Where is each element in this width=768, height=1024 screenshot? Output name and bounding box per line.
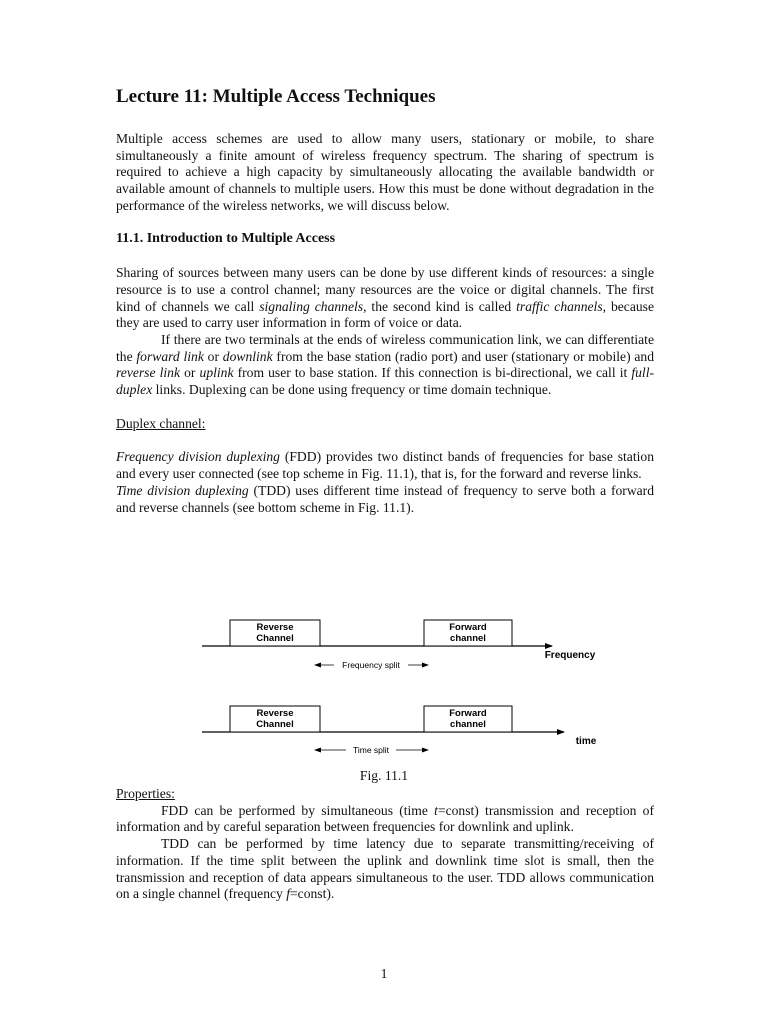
fdd-scheme [202, 620, 596, 671]
tdd-forward-label-1: Forward [449, 708, 487, 719]
fdd-paragraph: Frequency division duplexing (FDD) provides two distinct bands of frequencies for base station and every user connected (see top scheme in Fig. 11.1), that is, for the forward and reverse links. [116, 449, 654, 482]
time-split-label: Time split [352, 745, 390, 755]
tdd-scheme [202, 706, 597, 756]
frequency-split-label: Frequency split [342, 660, 400, 670]
sharing-paragraph: Sharing of sources between many users can be done by use different kinds of resources: a single resource is to use a control channel; many resources are the voice or digital channels. The first kind of channels we call signaling channels, the second kind is called traffic channels, because they are used to carry user information in form of voice or data. [116, 265, 654, 331]
tdd-reverse-label-2: Channel [256, 719, 294, 730]
fdd-reverse-label-1: Reverse [256, 622, 294, 633]
tdd-properties-paragraph: TDD can be performed by time latency due to separate transmitting/receiving of information. If the time split between the uplink and downlink time slot is small, then the transmission and reception of data appears simultaneous to the user. TDD allows communication on a single channel (frequency f=const). [116, 836, 654, 902]
fdd-properties-paragraph: FDD can be performed by simultaneous (time t=const) transmission and reception of information and by careful separation between frequencies for downlink and uplink. [116, 802, 655, 835]
frequency-axis-label: Frequency [544, 650, 596, 661]
terminals-paragraph: If there are two terminals at the ends of wireless communication link, we can differentiate the forward link or downlink from the base station (radio port) and user (stationary or mobile) and reverse link or uplink from user to base station. If this connection is bi-directional, we call it full-duplex links. Duplexing can be done using frequency or time domain technique. [116, 331, 655, 398]
fdd-forward-label-2: channel [450, 633, 486, 644]
tdd-paragraph: Time division duplexing (TDD) uses different time instead of frequency to serve both a forward and reverse channels (see bottom scheme in Fig. 11.1). [116, 482, 654, 515]
fdd-forward-label-1: Forward [449, 622, 487, 633]
page-title: Lecture 11: Multiple Access Techniques [116, 86, 436, 107]
time-axis-label: time [575, 736, 597, 747]
intro-paragraph: Multiple access schemes are used to allow many users, stationary or mobile, to share simultaneously a finite amount of wireless frequency spectrum. The sharing of spectrum is required to achieve a high capacity by simultaneously allocating the available bandwidth or available amount of channels to multiple users. How this must be done without degradation in the performance of the wireless networks, we will discuss below. [116, 130, 654, 213]
figure-caption: Fig. 11.1 [359, 768, 409, 783]
tdd-forward-label-2: channel [450, 719, 486, 730]
document-body [116, 86, 654, 516]
duplex-figure [200, 612, 620, 762]
tdd-reverse-label-1: Reverse [256, 708, 294, 719]
duplex-heading: Duplex channel: [116, 415, 206, 431]
page-number: 1 [380, 966, 388, 981]
section-heading: 11.1. Introduction to Multiple Access [116, 231, 336, 247]
properties-heading: Properties: [116, 786, 175, 801]
properties-section [116, 786, 654, 903]
fdd-reverse-label-2: Channel [256, 633, 294, 644]
